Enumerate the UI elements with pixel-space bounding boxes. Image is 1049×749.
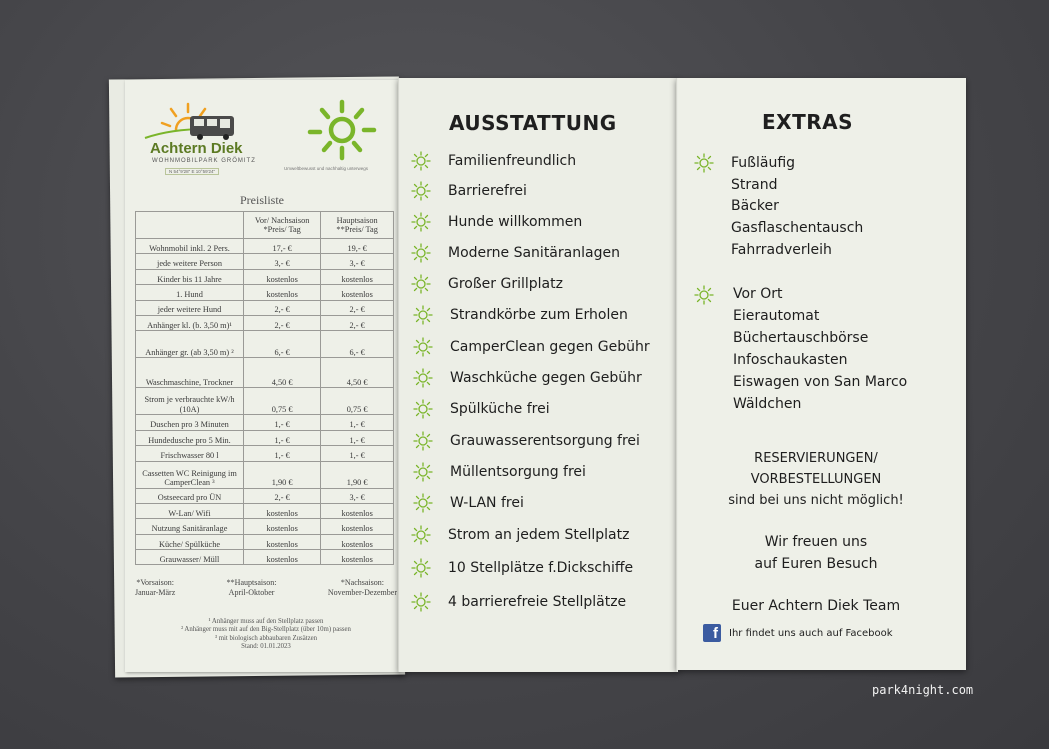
price-cell: 1,- € — [244, 430, 321, 445]
ausstattung-item — [412, 430, 677, 452]
extras-item: Fahrradverleih — [731, 242, 832, 258]
row-label: Anhänger kl. (b. 3,50 m)¹ — [136, 315, 244, 330]
price-list-title: Preisliste — [240, 193, 284, 207]
ausstattung-item-label: Hunde willkommen — [448, 214, 583, 230]
price-cell: 1,90 € — [321, 461, 394, 488]
ausstattung-item — [410, 180, 675, 202]
table-row — [136, 388, 394, 415]
logo-name: Achtern Diek — [150, 140, 243, 157]
price-cell: kostenlos — [321, 503, 394, 518]
ausstattung-item — [410, 557, 675, 579]
sun-bullet-icon — [410, 242, 432, 264]
price-cell: kostenlos — [244, 534, 321, 549]
table-row — [136, 300, 394, 315]
logo-subtitle: WOHNMOBILPARK GRÖMITZ — [152, 158, 256, 164]
season-period: November-Dezember — [327, 588, 397, 597]
row-label: Grauwasser/ Müll — [136, 550, 244, 565]
table-row — [136, 254, 394, 269]
row-label: Kinder bis 11 Jahre — [136, 269, 244, 284]
price-cell: 1,- € — [321, 415, 394, 430]
table-row — [136, 446, 394, 461]
row-label: Cassetten WC Reinigung im CamperClean ³ — [136, 461, 244, 488]
price-cell: 4,50 € — [244, 358, 321, 388]
team-signature: Euer Achtern Diek Team — [731, 598, 901, 614]
season-period: Januar-März — [135, 588, 176, 597]
price-cell: kostenlos — [244, 519, 321, 534]
extras-item: Wäldchen — [733, 396, 802, 412]
green-sun-icon — [302, 96, 382, 166]
price-cell: kostenlos — [244, 269, 321, 284]
greeting-line: Wir freuen uns — [764, 534, 868, 550]
extras-vor-ort: Vor Ort — [733, 286, 783, 302]
ausstattung-heading: AUSSTATTUNG — [449, 111, 617, 135]
row-label: Frischwasser 80 l — [136, 446, 244, 461]
fold-line — [398, 78, 400, 672]
season-notes — [135, 578, 397, 598]
price-cell: kostenlos — [244, 550, 321, 565]
ausstattung-item-label: Strandkörbe zum Erholen — [450, 307, 628, 323]
price-cell: 1,- € — [244, 446, 321, 461]
greeting-line: auf Euren Besuch — [754, 556, 878, 572]
ausstattung-item — [410, 524, 675, 546]
sun-bullet-icon — [412, 461, 434, 483]
watermark: park4night.com — [872, 683, 974, 697]
extras-item: Infoschaukasten — [733, 352, 848, 368]
row-label: jeder weitere Hund — [136, 300, 244, 315]
price-cell: 6,- € — [244, 331, 321, 358]
footnote: Stand: 01.01.2023 — [241, 643, 291, 651]
table-row — [136, 534, 394, 549]
price-cell: 2,- € — [244, 315, 321, 330]
ausstattung-item-label: Waschküche gegen Gebühr — [450, 370, 642, 386]
table-corner — [136, 212, 244, 239]
table-row — [136, 331, 394, 358]
ausstattung-item-label: Spülküche frei — [450, 401, 550, 417]
table-row — [136, 488, 394, 503]
table-row — [136, 415, 394, 430]
row-label: Nutzung Sanitäranlage — [136, 519, 244, 534]
reservation-notice — [690, 448, 942, 511]
ausstattung-item — [412, 492, 677, 514]
row-label: 1. Hund — [136, 285, 244, 300]
notice-line: sind bei uns nicht möglich! — [728, 493, 904, 508]
price-cell: 0,75 € — [321, 388, 394, 415]
price-cell: 2,- € — [244, 300, 321, 315]
extras-fusslaeufig: Fußläufig — [731, 155, 796, 171]
table-row — [136, 269, 394, 284]
season-name: **Hauptsaison: — [226, 578, 277, 587]
ausstattung-item-label: Barrierefrei — [448, 183, 527, 199]
sun-bullet-icon — [412, 336, 434, 358]
sun-bullet-icon — [410, 591, 432, 613]
sun-bullet-icon — [410, 557, 432, 579]
row-label: Strom je verbrauchte kW/h (10A) — [136, 388, 244, 415]
footnote: ² Anhänger muss mit auf den Big-Stellplatz (über 10m) passen — [181, 626, 351, 634]
row-label: Duschen pro 3 Minuten — [136, 415, 244, 430]
price-cell: 6,- € — [321, 331, 394, 358]
ausstattung-item — [410, 211, 675, 233]
table-row — [136, 315, 394, 330]
footnotes — [135, 618, 397, 652]
sun-bullet-icon — [410, 524, 432, 546]
price-cell: 1,90 € — [244, 461, 321, 488]
extras-item: Büchertauschbörse — [733, 330, 869, 346]
season-period: April-Oktober — [228, 588, 275, 597]
price-cell: 3,- € — [321, 488, 394, 503]
ausstattung-item — [412, 336, 677, 358]
season-name: *Nachsaison: — [340, 578, 384, 587]
price-cell: kostenlos — [321, 550, 394, 565]
ausstattung-item-label: Grauwasserentsorgung frei — [450, 433, 640, 449]
row-label: Küche/ Spülküche — [136, 534, 244, 549]
price-cell: 3,- € — [321, 254, 394, 269]
sun-bullet-icon — [412, 398, 434, 420]
sun-bullet-icon — [410, 180, 432, 202]
sun-bullet-icon — [410, 211, 432, 233]
price-cell: 1,- € — [244, 415, 321, 430]
price-cell: 17,- € — [244, 239, 321, 254]
ausstattung-item-label: W-LAN frei — [450, 495, 524, 511]
extras-item: Strand — [731, 177, 778, 193]
sun-bullet-icon — [410, 150, 432, 172]
price-cell: 1,- € — [321, 430, 394, 445]
ausstattung-item-label: Großer Grillplatz — [448, 276, 563, 292]
extras-item: Eierautomat — [733, 308, 820, 324]
ausstattung-item-label: Familienfreundlich — [448, 153, 577, 169]
footnote: ¹ Anhänger muss auf den Stellplatz passen — [208, 618, 324, 625]
extras-item: Eiswagen von San Marco — [733, 374, 908, 390]
row-label: Ostseecard pro ÜN — [136, 488, 244, 503]
price-table — [135, 211, 394, 565]
row-label: Hundedusche pro 5 Min. — [136, 430, 244, 445]
row-label: Wohnmobil inkl. 2 Pers. — [136, 239, 244, 254]
ausstattung-item — [412, 367, 677, 389]
price-cell: 2,- € — [321, 315, 394, 330]
ausstattung-item-label: 10 Stellplätze f.Dickschiffe — [448, 560, 634, 576]
price-cell: 3,- € — [244, 254, 321, 269]
table-row — [136, 550, 394, 565]
price-cell: kostenlos — [321, 519, 394, 534]
ausstattung-item — [412, 304, 677, 326]
extras-heading: EXTRAS — [762, 110, 854, 134]
sun-bullet-icon — [693, 152, 715, 174]
ausstattung-item — [412, 461, 677, 483]
logo-coordinates: N 54°9'28" E 10°59'24" — [165, 168, 219, 175]
sun-bullet-icon — [412, 492, 434, 514]
ausstattung-item — [410, 242, 675, 264]
table-row — [136, 430, 394, 445]
table-row — [136, 285, 394, 300]
row-label: W-Lan/ Wifi — [136, 503, 244, 518]
table-row — [136, 239, 394, 254]
ausstattung-item — [410, 150, 675, 172]
season-name: *Vorsaison: — [136, 578, 174, 587]
season-note — [227, 578, 277, 598]
column-header-highseason: Hauptsaison **Preis/ Tag — [321, 212, 394, 239]
price-cell: kostenlos — [321, 534, 394, 549]
sun-bullet-icon — [412, 304, 434, 326]
column-header-offseason: Vor/ Nachsaison *Preis/ Tag — [244, 212, 321, 239]
facebook-icon: f — [703, 624, 721, 642]
greeting — [690, 531, 942, 575]
table-row — [136, 519, 394, 534]
sun-bullet-icon — [693, 284, 715, 306]
season-note — [135, 578, 175, 598]
ausstattung-item-label: Müllentsorgung frei — [450, 464, 586, 480]
facebook-text: Ihr findet uns auch auf Facebook — [729, 627, 893, 639]
price-cell: kostenlos — [244, 503, 321, 518]
sun-bullet-icon — [410, 273, 432, 295]
season-note — [328, 578, 397, 598]
price-cell: kostenlos — [244, 285, 321, 300]
price-cell: 19,- € — [321, 239, 394, 254]
extras-item: Gasflaschentausch — [731, 220, 864, 236]
ausstattung-item-label: CamperClean gegen Gebühr — [450, 339, 650, 355]
price-cell: 2,- € — [321, 300, 394, 315]
ausstattung-item — [412, 398, 677, 420]
price-cell: kostenlos — [321, 269, 394, 284]
price-cell: kostenlos — [321, 285, 394, 300]
table-row — [136, 358, 394, 388]
ausstattung-item-label: Moderne Sanitäranlagen — [448, 245, 620, 261]
footnote: ³ mit biologisch abbaubaren Zusätzen — [214, 634, 318, 642]
row-label: jede weitere Person — [136, 254, 244, 269]
price-cell: 2,- € — [244, 488, 321, 503]
ausstattung-item-label: 4 barrierefreie Stellplätze — [448, 594, 627, 610]
extras-item: Bäcker — [731, 198, 779, 214]
ausstattung-item-label: Strom an jedem Stellplatz — [448, 527, 630, 543]
price-cell: 4,50 € — [321, 358, 394, 388]
price-cell: 0,75 € — [244, 388, 321, 415]
notice-line: VORBESTELLUNGEN — [750, 472, 882, 487]
row-label: Waschmaschine, Trockner — [136, 358, 244, 388]
sun-bullet-icon — [412, 367, 434, 389]
price-cell: 1,- € — [321, 446, 394, 461]
notice-line: RESERVIERUNGEN/ — [754, 451, 878, 466]
facebook-row — [703, 624, 893, 642]
row-label: Anhänger gr. (ab 3,50 m) ² — [136, 331, 244, 358]
sun-bullet-icon — [412, 430, 434, 452]
eco-tagline: Umweltbewusst und nachhaltig unterwegs — [284, 166, 369, 171]
ausstattung-item — [410, 591, 675, 613]
table-row — [136, 503, 394, 518]
camper-logo-icon — [140, 90, 260, 180]
table-row — [136, 461, 394, 488]
ausstattung-item — [410, 273, 675, 295]
